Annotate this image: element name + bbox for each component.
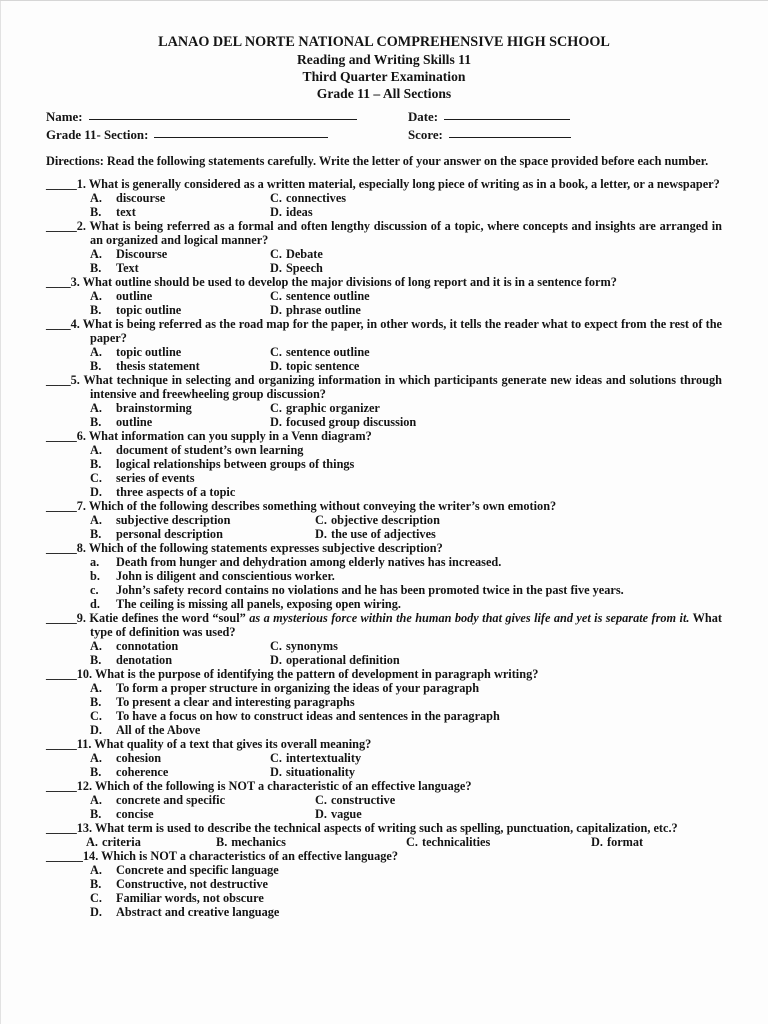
question-10	[46, 667, 722, 737]
option-b: B. Text	[90, 260, 139, 275]
section-blank-line	[154, 126, 328, 138]
answer-blank: _____13.	[46, 820, 93, 835]
question-2-options-row-2	[46, 261, 722, 275]
question-1-options-row-1	[46, 191, 722, 205]
option-a: A. topic outline	[90, 344, 182, 359]
option-d: D. the use of adjectives	[315, 526, 436, 541]
option-b: B. topic outline	[90, 302, 182, 317]
question-2-text: _____2. What is being referred as a formal and often lengthy discussion of a topic, where concepts and insights are arranged in an organized and logical manner?	[46, 218, 722, 247]
option-a: A. To form a proper structure in organizing the ideas of your paragraph	[90, 680, 480, 695]
score-label: Score:	[408, 128, 443, 142]
question-7-options-row-1	[46, 513, 722, 527]
name-label: Name:	[46, 110, 83, 124]
option-a: A. concrete and specific	[90, 792, 226, 807]
question-13-options-row	[46, 835, 722, 849]
option-c: C. To have a focus on how to construct ideas and sentences in the paragraph	[90, 708, 500, 723]
question-5-text: ____5. What technique in selecting and organizing information in which participants generate new ideas and solutions through intensive and freewheeling group discussion?	[46, 372, 722, 401]
option-c: c. John’s safety record contains no violations and he has been promoted twice in the past five years.	[90, 582, 624, 597]
answer-blank: _____2.	[46, 218, 86, 233]
answer-blank: _____12.	[46, 778, 93, 793]
option-b: B. text	[90, 204, 136, 219]
section-label: Grade 11- Section:	[46, 128, 149, 142]
answer-blank: _____6.	[46, 428, 86, 443]
option-b: B. outline	[90, 414, 153, 429]
question-2	[46, 219, 722, 275]
option-a: A. subjective description	[90, 512, 231, 527]
option-b: B. concise	[90, 806, 154, 821]
question-12-options-row-1	[46, 793, 722, 807]
option-b: B. logical relationships between groups of things	[90, 456, 355, 471]
answer-blank: _____7.	[46, 498, 86, 513]
option-d: D. situationality	[270, 764, 355, 779]
question-6	[46, 429, 722, 499]
option-a: A. document of student’s own learning	[90, 442, 304, 457]
option-d: d. The ceiling is missing all panels, exposing open wiring.	[90, 596, 401, 611]
option-c: C. synonyms	[270, 638, 338, 653]
option-c: C. connectives	[270, 190, 347, 205]
option-c: C. sentence outline	[270, 288, 370, 303]
option-d: D. operational definition	[270, 652, 400, 667]
question-1	[46, 177, 722, 219]
option-b: B. personal description	[90, 526, 223, 541]
option-a: A. cohesion	[90, 750, 162, 765]
option-b: B. Constructive, not destructive	[90, 876, 268, 891]
question-2-options-row-1	[46, 247, 722, 261]
option-c: C. Familiar words, not obscure	[90, 890, 264, 905]
option-c: C. constructive	[315, 792, 396, 807]
score-blank-line	[449, 126, 571, 138]
question-3-text: ____3. What outline should be used to develop the major divisions of long report and it is in a sentence form?	[46, 274, 617, 289]
option-c: C. technicalities	[406, 834, 491, 849]
option-d: D. Speech	[270, 260, 323, 275]
option-a: A. criteria	[86, 834, 141, 849]
option-a: A. discourse	[90, 190, 166, 205]
option-d: D. ideas	[270, 204, 313, 219]
question-9	[46, 611, 722, 667]
option-c: C. graphic organizer	[270, 400, 380, 415]
section-score-row	[46, 126, 722, 144]
option-c: C. Debate	[270, 246, 323, 261]
document-header	[46, 34, 722, 102]
question-12-text: _____12. Which of the following is NOT a characteristic of an effective language?	[46, 778, 472, 793]
answer-blank: _____1.	[46, 176, 86, 191]
question-10-text: _____10. What is the purpose of identifying the pattern of development in paragraph writing?	[46, 666, 539, 681]
option-a: a. Death from hunger and dehydration among elderly natives has increased.	[90, 554, 502, 569]
question-4-options-row-2	[46, 359, 722, 373]
question-11-options-row-2	[46, 765, 722, 779]
option-c: C. sentence outline	[270, 344, 370, 359]
school-name: LANAO DEL NORTE NATIONAL COMPREHENSIVE HIGH SCHOOL	[158, 34, 610, 50]
name-blank-line	[89, 108, 357, 120]
option-d: D. All of the Above	[90, 722, 201, 737]
question-5-options-row-2	[46, 415, 722, 429]
question-13	[46, 821, 722, 849]
directions-label: Directions:	[46, 154, 104, 168]
question-7-options-row-2	[46, 527, 722, 541]
option-a: A. Discourse	[90, 246, 168, 261]
option-d: D. vague	[315, 806, 362, 821]
option-d: D. format	[591, 834, 644, 849]
question-1-options-row-2	[46, 205, 722, 219]
questions-list	[46, 177, 722, 919]
question-3	[46, 275, 722, 317]
answer-blank: ______14.	[46, 848, 99, 863]
question-1-text: _____1. What is generally considered as a written material, especially long piece of writing as in a book, a letter, or a newspaper?	[46, 176, 720, 191]
option-a: A. connotation	[90, 638, 179, 653]
option-d: D. phrase outline	[270, 302, 361, 317]
option-c: C. intertextuality	[270, 750, 362, 765]
question-9-text: _____9. Katie defines the word “soul” as a mysterious force within the human body that gives life and yet is separate from it. What type of definition was used?	[46, 610, 723, 639]
answer-blank: _____8.	[46, 540, 86, 555]
question-14	[46, 849, 722, 919]
question-7-text: _____7. Which of the following describes something without conveying the writer’s own emotion?	[46, 498, 557, 513]
option-b: B. coherence	[90, 764, 169, 779]
question-11-options-row-1	[46, 751, 722, 765]
question-8-text: _____8. Which of the following statements expresses subjective description?	[46, 540, 443, 555]
option-c: C. series of events	[90, 470, 195, 485]
question-12	[46, 779, 722, 821]
question-11-text: _____11. What quality of a text that gives its overall meaning?	[46, 736, 372, 751]
question-14-text: ______14. Which is NOT a characteristics of an effective language?	[46, 848, 399, 863]
option-b: B. To present a clear and interesting paragraphs	[90, 694, 355, 709]
option-d: D. focused group discussion	[270, 414, 417, 429]
answer-blank: ____4.	[46, 316, 80, 331]
question-6-text: _____6. What information can you supply in a Venn diagram?	[46, 428, 372, 443]
option-b: B. thesis statement	[90, 358, 200, 373]
option-c: C. objective description	[315, 512, 440, 527]
answer-blank: _____11.	[46, 736, 92, 751]
option-b: B. denotation	[90, 652, 173, 667]
name-date-row	[46, 108, 722, 126]
option-b: B. mechanics	[216, 834, 286, 849]
option-d: D. Abstract and creative language	[90, 904, 280, 919]
question-12-options-row-2	[46, 807, 722, 821]
date-blank-line	[444, 108, 570, 120]
question-3-options-row-1	[46, 289, 722, 303]
option-b: b. John is diligent and conscientious worker.	[90, 568, 335, 583]
question-8	[46, 541, 722, 611]
question-11	[46, 737, 722, 779]
question-9-options-row-1	[46, 639, 722, 653]
question-9-bold-tail: What type of definition was used?	[90, 610, 723, 639]
question-9-italic-definition: as a mysterious force within the human body that gives life and yet is separate from it.	[249, 610, 690, 625]
option-a: A. outline	[90, 288, 153, 303]
exam-title: Third Quarter Examination	[302, 69, 466, 84]
answer-blank: ____5.	[46, 372, 80, 387]
directions-text: Read the following statements carefully. Write the letter of your answer on the space provided before each number.	[106, 154, 709, 168]
directions-paragraph	[46, 154, 722, 169]
question-5	[46, 373, 722, 429]
student-info-fields	[46, 108, 722, 144]
option-d: D. three aspects of a topic	[90, 484, 236, 499]
question-3-options-row-2	[46, 303, 722, 317]
question-4-options-row-1	[46, 345, 722, 359]
grade-sections-line: Grade 11 – All Sections	[316, 86, 452, 101]
question-9-options-row-2	[46, 653, 722, 667]
subject-title: Reading and Writing Skills 11	[296, 52, 471, 67]
answer-blank: _____9.	[46, 610, 86, 625]
date-label: Date:	[408, 110, 439, 124]
question-13-text: _____13. What term is used to describe the technical aspects of writing such as spelling, punctuation, capitalization, etc.?	[46, 820, 678, 835]
option-d: D. topic sentence	[270, 358, 360, 373]
option-a: A. Concrete and specific language	[90, 862, 279, 877]
question-4-text: ____4. What is being referred as the road map for the paper, in other words, it tells the reader what to expect from the rest of the paper?	[46, 316, 722, 345]
option-a: A. brainstorming	[90, 400, 192, 415]
answer-blank: ____3.	[46, 274, 80, 289]
question-7	[46, 499, 722, 541]
question-5-options-row-1	[46, 401, 722, 415]
question-4	[46, 317, 722, 373]
answer-blank: _____10.	[46, 666, 93, 681]
